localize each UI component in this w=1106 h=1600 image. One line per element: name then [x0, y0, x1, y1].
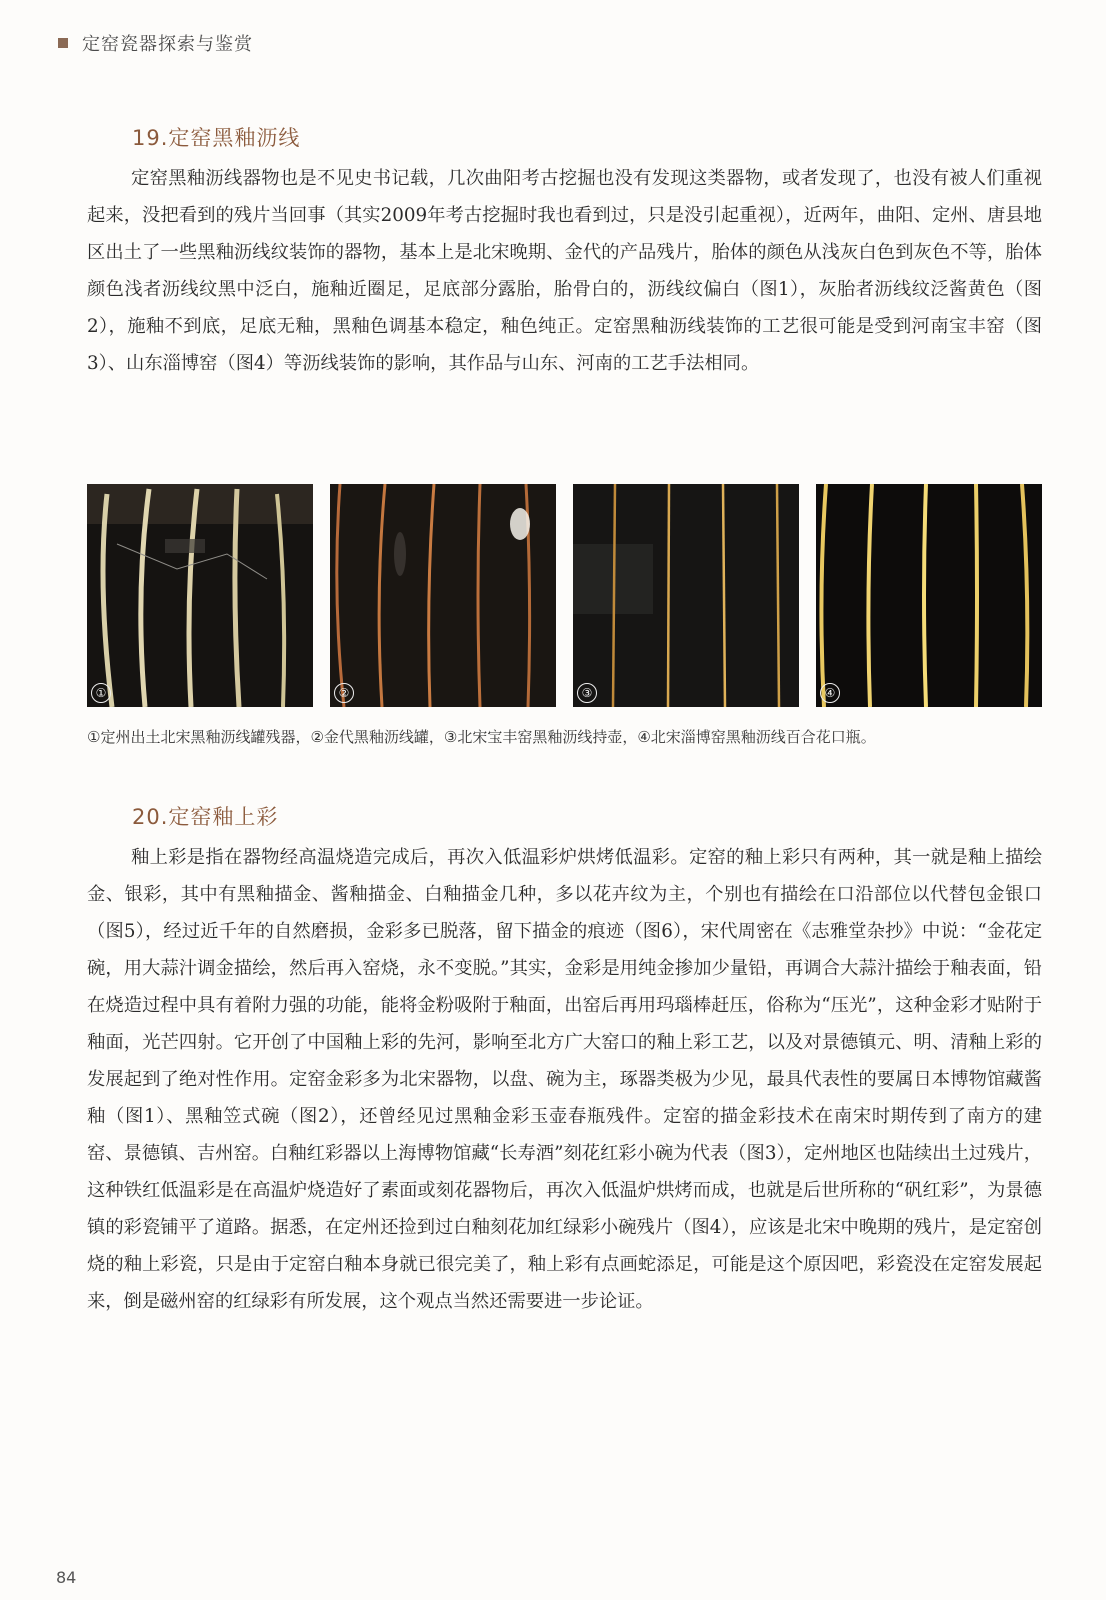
ewer-photo [573, 484, 799, 707]
section-20-title: 20.定窑釉上彩 [132, 805, 279, 829]
figure-3-photo [573, 484, 799, 707]
figure-4-label: ④ [820, 683, 840, 703]
section-20-paragraph: 釉上彩是指在器物经高温烧造完成后，再次入低温彩炉烘烤低温彩。定窑的釉上彩只有两种，其一就是釉上描绘金、银彩，其中有黑釉描金、酱釉描金、白釉描金几种，多以花卉纹为主，个别也有描绘在口沿部位以代替包金银口（图5），经过近千年的自然磨损，金彩多已脱落，留下描金的痕迹（图6），宋代周密在《志雅堂杂抄》中说：“金花定碗，用大蒜汁调金描绘，然后再入窑烧，永不变脱。”其实，金彩是用纯金掺加少量铅，再调合大蒜汁描绘于釉表面，铅在烧造过程中具有着附力强的功能，能将金粉吸附于釉面，出窑后再用玛瑙棒赶压，俗称为“压光”，这种金彩才贴附于釉面，光芒四射。它开创了中国釉上彩的先河，影响至北方广大窑口的釉上彩工艺，以及对景德镇元、明、清釉上彩的发展起到了绝对性作用。定窑金彩多为北宋器物，以盘、碗为主，琢器类极为少见，最具代表性的要属日本博物馆藏酱釉（图1）、黑釉笠式碗（图2），还曾经见过黑釉金彩玉壶春瓶残件。定窑的描金彩技术在南宋时期传到了南方的建窑、景德镇、吉州窑。白釉红彩器以上海博物馆藏“长寿酒”刻花红彩小碗为代表（图3），定州地区也陆续出土过残片，这种铁红低温彩是在高温炉烧造好了素面或刻花器物后，再次入低温炉烘烤而成，也就是后世所称的“矾红彩”，为景德镇的彩瓷铺平了道路。据悉，在定州还捡到过白釉刻花加红绿彩小碗残片（图4），应该是北宋中晚期的残片，是定窑创烧的釉上彩瓷，只是由于定窑白釉本身就已很完美了，釉上彩有点画蛇添足，可能是这个原因吧，彩瓷没在定窑发展起来，倒是磁州窑的红绿彩有所发展，这个观点当然还需要进一步论证。 [87, 847, 1042, 1312]
page-number: 84 [56, 1568, 77, 1587]
figure-2-photo [330, 484, 556, 707]
figure-strip [87, 484, 1042, 707]
section-19-paragraph: 定窑黑釉沥线器物也是不见史书记载，几次曲阳考古挖掘也没有发现这类器物，或者发现了，也没有被人们重视起来，没把看到的残片当回事（其实2009年考古挖掘时我也看到过，只是没引起重视），近两年，曲阳、定州、唐县地区出土了一些黑釉沥线纹装饰的器物，基本上是北宋晚期、金代的产品残片，胎体的颜色从浅灰白色到灰色不等，胎体颜色浅者沥线纹黑中泛白，施釉近圈足，足底部分露胎，胎骨白的，沥线纹偏白（图1），灰胎者沥线纹泛酱黄色（图2），施釉不到底，足底无釉，黑釉色调基本稳定，釉色纯正。定窑黑釉沥线装饰的工艺很可能是受到河南宝丰窑（图3）、山东淄博窑（图4）等沥线装饰的影响，其作品与山东、河南的工艺手法相同。 [87, 168, 1042, 374]
jar-photo [330, 484, 556, 707]
figure-3-label: ③ [577, 683, 597, 703]
running-header [58, 30, 253, 56]
section-19-title: 19.定窑黑釉沥线 [132, 126, 301, 150]
jar-fragment-photo [87, 484, 313, 707]
vase-photo [816, 484, 1042, 707]
book-title: 定窑瓷器探索与鉴赏 [82, 34, 253, 55]
figure-caption: ①定州出土北宋黑釉沥线罐残器，②金代黑釉沥线罐，③北宋宝丰窑黑釉沥线持壶，④北宋淄博窑黑釉沥线百合花口瓶。 [87, 728, 876, 746]
figure-1-label: ① [91, 683, 111, 703]
header-marker [58, 38, 68, 48]
figure-4-photo [816, 484, 1042, 707]
figure-1-photo [87, 484, 313, 707]
figure-2-label: ② [334, 683, 354, 703]
